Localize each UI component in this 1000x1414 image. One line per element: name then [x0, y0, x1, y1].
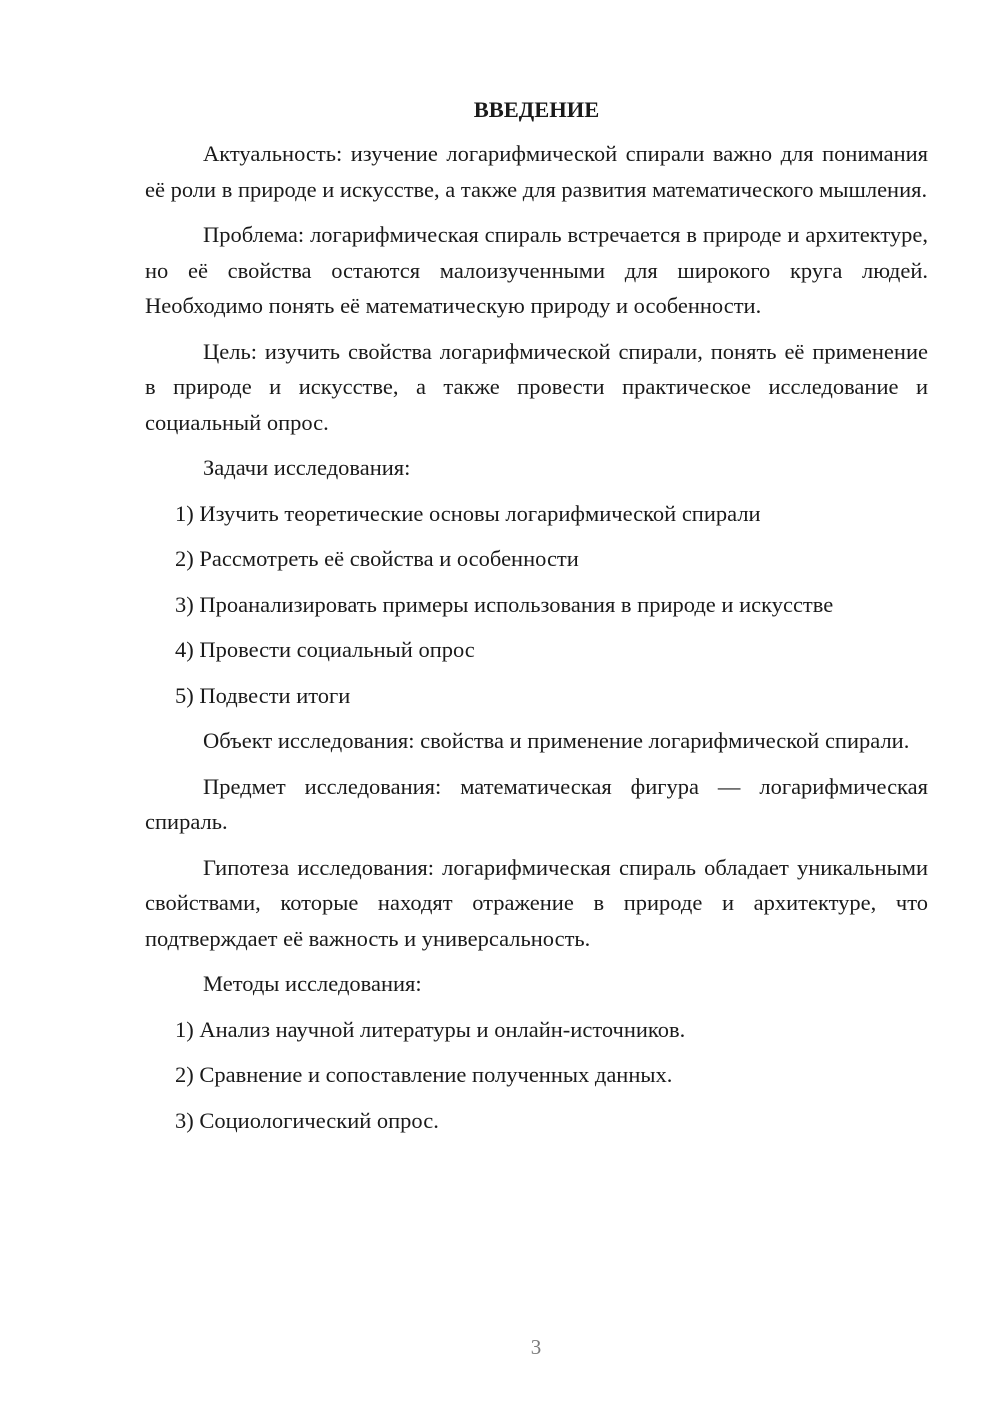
methods-list	[145, 1012, 928, 1139]
page-number: 3	[530, 1335, 542, 1359]
list-item: 3) Проанализировать примеры использования в природе и искусстве	[175, 591, 834, 617]
list-item: 1) Анализ научной литературы и онлайн-источников.	[175, 1016, 686, 1042]
section-title: ВВЕДЕНИЕ	[473, 97, 600, 122]
tasks-list	[145, 496, 928, 714]
problem-paragraph: Проблема: логарифмическая спираль встречается в природе и архитектуре, но её свойства остаются малоизученными для широкого круга людей. Необходимо понять её математическую природу и особенности.	[145, 222, 928, 318]
tasks-heading: Задачи исследования:	[203, 455, 411, 480]
list-item: 2) Рассмотреть её свойства и особенности	[175, 546, 579, 571]
list-item: 5) Подвести итоги	[175, 682, 351, 708]
subject-paragraph: Предмет исследования: математическая фигура — логарифмическая спираль.	[145, 773, 928, 834]
list-item: 2) Сравнение и сопоставление полученных данных.	[175, 1062, 673, 1087]
list-item: 1) Изучить теоретические основы логарифмической спирали	[175, 500, 761, 526]
hypothesis-paragraph: Гипотеза исследования: логарифмическая спираль обладает уникальными свойствами, которые находят отражение в природе и архитектуре, что подтверждает её важность и универсальность.	[145, 854, 928, 951]
list-item: 4) Провести социальный опрос	[175, 637, 475, 662]
object-paragraph: Объект исследования: свойства и применение логарифмической спирали.	[203, 728, 910, 753]
relevance-paragraph: Актуальность: изучение логарифмической спирали важно для понимания её роли в природе и искусстве, а также для развития математического мышления.	[145, 141, 928, 202]
list-item: 3) Социологический опрос.	[175, 1107, 439, 1133]
methods-heading: Методы исследования:	[203, 971, 422, 996]
document-page	[145, 92, 928, 1148]
goal-paragraph: Цель: изучить свойства логарифмической спирали, понять её применение в природе и искусстве, а также провести практическое исследование и социальный опрос.	[145, 338, 928, 435]
